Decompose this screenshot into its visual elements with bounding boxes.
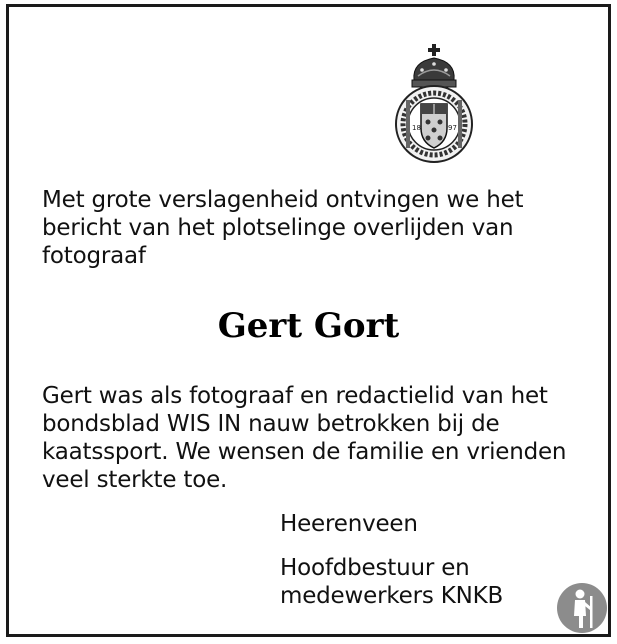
- year-left: 18: [412, 124, 421, 132]
- intro-text: Met grote verslagenheid ontvingen we het bericht van het plotselinge overlijden van fotograaf: [42, 187, 524, 269]
- body-text: Gert was als fotograaf en redactielid van het bondsblad WIS IN nauw betrokken bij de kaatssport. We wensen de familie en vrienden veel sterkte toe.: [42, 383, 567, 493]
- knkb-crest-icon: [392, 42, 476, 166]
- signature: [280, 554, 540, 610]
- deceased-name: Gert Gort: [217, 306, 400, 346]
- signature-line-1: Hoofdbestuur en: [280, 555, 470, 581]
- place-name: Heerenveen: [280, 511, 418, 537]
- year-right: 97: [448, 124, 457, 132]
- signature-line-2: medewerkers KNKB: [280, 583, 504, 609]
- memorial-figure-icon: [556, 582, 608, 634]
